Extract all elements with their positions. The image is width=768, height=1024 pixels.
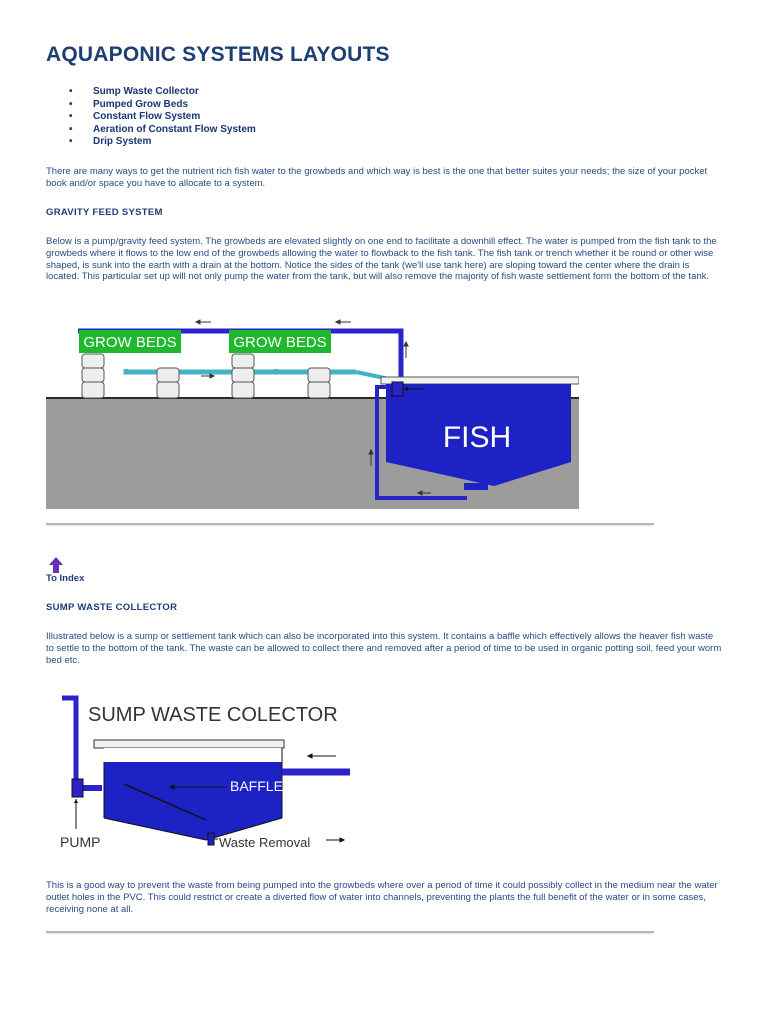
divider — [46, 523, 654, 526]
sump-paragraph: Illustrated below is a sump or settlement tank which can also be incorporated into this system. It contains a baffle which effectively allows the heaver fish waste to settle to the bottom of the tank. The waste can be allowed to collect there and removed after a period of time to be used in organic potting soil, feed your worm bed etc. — [46, 631, 722, 666]
baffle-label: BAFFLE — [230, 778, 283, 794]
sump-heading: SUMP WASTE COLLECTOR — [46, 602, 178, 613]
fish-label: FISH — [442, 421, 512, 454]
page-title: AQUAPONIC SYSTEMS LAYOUTS — [46, 43, 390, 66]
up-arrow-icon[interactable] — [49, 557, 63, 573]
list-item[interactable]: • Sump Waste Collector — [69, 86, 256, 99]
sump-diagram — [46, 684, 356, 858]
grow-bed-1-label: GROW BEDS — [83, 334, 177, 351]
to-index-link[interactable]: To Index — [46, 573, 85, 584]
grow-bed-2-label: GROW BEDS — [233, 334, 327, 351]
gravity-feed-diagram — [46, 310, 579, 509]
intro-paragraph: There are many ways to get the nutrient rich fish water to the growbeds and which way is best is the one that better suites your needs; the size of your pocket book and/or space you have to allocate to a system. — [46, 166, 708, 189]
waste-removal-label: Waste Removal — [219, 835, 311, 850]
pump-label: PUMP — [426, 383, 473, 400]
pump-icon — [72, 779, 83, 797]
pump-icon — [392, 382, 403, 396]
list-item[interactable]: • Constant Flow System — [69, 111, 256, 124]
list-item[interactable]: • Drip System — [69, 136, 256, 149]
divider — [46, 931, 654, 934]
sump-closing-paragraph: This is a good way to prevent the waste from being pumped into the growbeds where over a period of time it could possibly collect in the medium near the water outlet holes in the PVC. This could restrict or create a diverted flow of water into channels, preventing the plants the full benefit of the water or in some cases, receiving none at all. — [46, 880, 718, 915]
list-item[interactable]: • Aeration of Constant Flow System — [69, 124, 256, 137]
gravity-paragraph: Below is a pump/gravity feed system. The growbeds are elevated slightly on one end to facilitate a downhill effect. The water is pumped from the fish tank to the growbeds where it flows to the low end of the growbeds allowing the water to flowback to the fish tank. The fish tank or trench whether it be round or other wise shaped, is sunk into the earth with a drain at the bottom. Notice the sides of the tank (we'll use tank here) are sloping toward the center where the drain is located. This particular set up will not only pump the water from the tank, but will also remove the majority of fish waste settlement form the bottom of the tank. — [46, 236, 717, 283]
sump-diagram-title: SUMP WASTE COLECTOR — [88, 704, 338, 726]
index-list — [69, 86, 256, 149]
sump-pump-label: PUMP — [60, 834, 101, 850]
gravity-heading: GRAVITY FEED SYSTEM — [46, 207, 163, 218]
list-item[interactable]: • Pumped Grow Beds — [69, 99, 256, 112]
